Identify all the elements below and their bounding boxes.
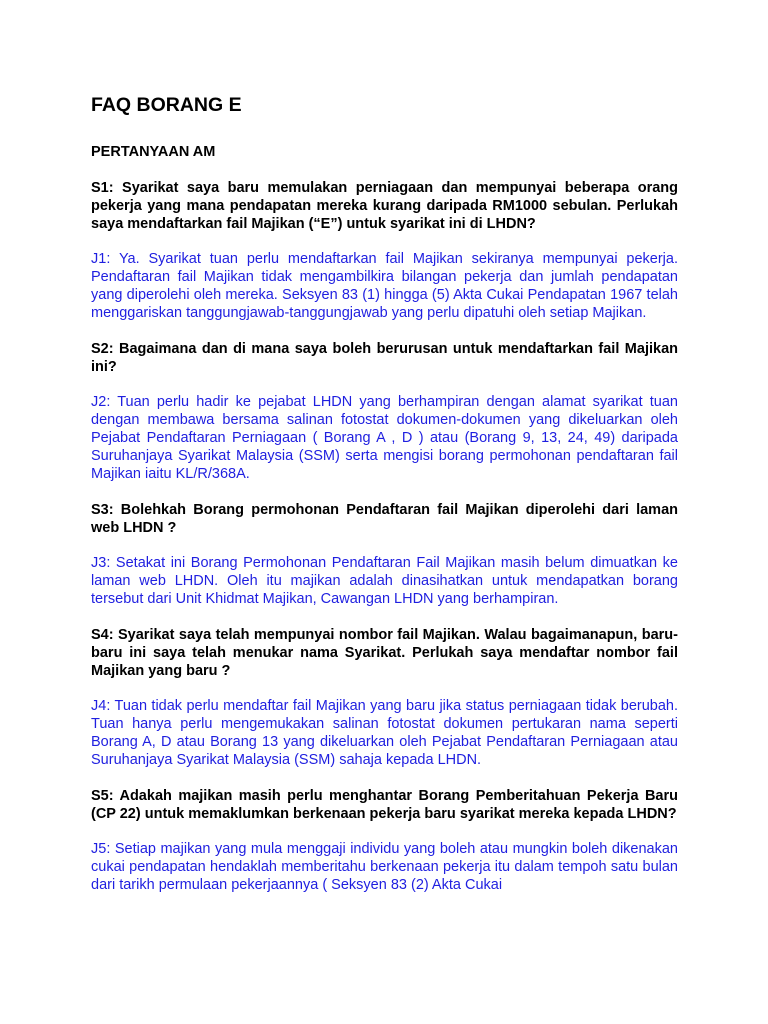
faq-answer-5: J5: Setiap majikan yang mula menggaji individu yang boleh atau mungkin boleh dikenakan cukai pendapatan hendaklah memberitahu berkenaan pekerja itu dalam tempoh satu bulan dari tarikh permulaan pekerjaannya ( Seksyen 83 (2) Akta Cukai (91, 841, 678, 893)
faq-item (91, 501, 678, 608)
faq-answer-1: J1: Ya. Syarikat tuan perlu mendaftarkan fail Majikan sekiranya mempunyai pekerja. Pendaftaran fail Majikan tidak mengambilkira bilangan pekerja dan jumlah pendapatan yang diperolehi oleh mereka. Seksyen 83 (1) hingga (5) Akta Cukai Pendapatan 1967 telah menggariskan tanggungjawab-tanggungjawab yang perlu dipatuhi oleh setiap Majikan. (91, 251, 678, 321)
faq-question-2: S2: Bagaimana dan di mana saya boleh berurusan untuk mendaftarkan fail Majikan ini? (91, 341, 678, 375)
faq-question-3: S3: Bolehkah Borang permohonan Pendaftaran fail Majikan diperolehi dari laman web LHDN ? (91, 502, 678, 536)
faq-answer-4: J4: Tuan tidak perlu mendaftar fail Majikan yang baru jika status perniagaan tidak berubah. Tuan hanya perlu mengemukakan salinan fotostat dokumen pertukaran nama seperti Borang A, D atau Borang 13 yang dikeluarkan oleh Pejabat Pendaftaran Perniagaan atau Suruhanjaya Syarikat Malaysia (SSM) sahaja kepada LHDN. (91, 698, 678, 768)
faq-answer-3: J3: Setakat ini Borang Permohonan Pendaftaran Fail Majikan masih belum dimuatkan ke laman web LHDN. Oleh itu majikan adalah dinasihatkan untuk mendapatkan borang tersebut dari Unit Khidmat Majikan, Cawangan LHDN yang berhampiran. (91, 555, 678, 607)
section-heading: PERTANYAAN AM (91, 144, 216, 160)
faq-item (91, 179, 678, 322)
faq-question-4: S4: Syarikat saya telah mempunyai nombor fail Majikan. Walau bagaimanapun, baru-baru ini saya telah menukar nama Syarikat. Perlukah saya mendaftar nombor fail Majikan yang baru ? (91, 627, 678, 679)
faq-item (91, 626, 678, 769)
faq-question-1: S1: Syarikat saya baru memulakan perniagaan dan mempunyai beberapa orang pekerja yang mana pendapatan mereka kurang daripada RM1000 sebulan. Perlukah saya mendaftarkan fail Majikan (“E”) untuk syarikat ini di LHDN? (91, 180, 678, 232)
faq-answer-2: J2: Tuan perlu hadir ke pejabat LHDN yang berhampiran dengan alamat syarikat tuan dengan membawa bersama salinan fotostat dokumen-dokumen yang dikeluarkan oleh Pejabat Pendaftaran Perniagaan ( Borang A , D ) atau (Borang 9, 13, 24, 49) daripada Suruhanjaya Syarikat Malaysia (SSM) serta mengisi borang permohonan pendaftaran fail Majikan iaitu KL/R/368A. (91, 394, 678, 482)
faq-item (91, 340, 678, 483)
faq-item (91, 787, 678, 894)
faq-question-5: S5: Adakah majikan masih perlu menghantar Borang Pemberitahuan Pekerja Baru (CP 22) untuk memaklumkan berkenaan pekerja baru syarikat mereka kepada LHDN? (91, 788, 678, 822)
document-page (91, 92, 678, 912)
document-title: FAQ BORANG E (91, 94, 242, 116)
